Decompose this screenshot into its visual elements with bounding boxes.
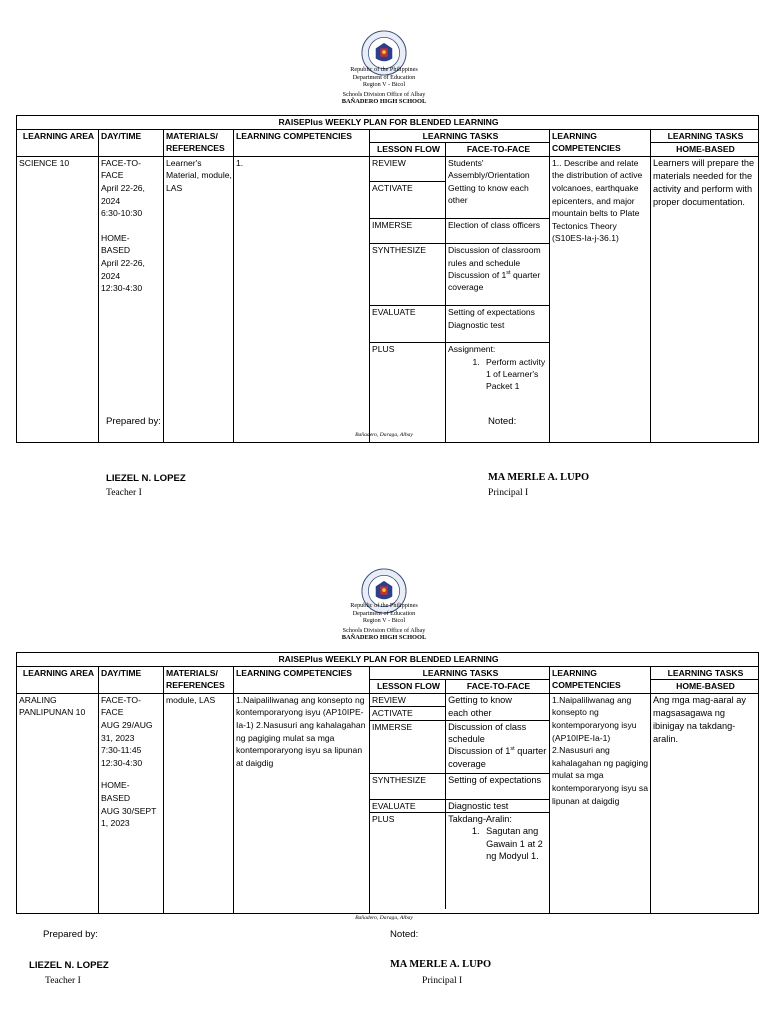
flow-task-line: Setting of expectations: [448, 307, 535, 318]
prepared-by-label: Prepared by:: [106, 416, 161, 427]
department-line: Department of Education: [352, 73, 416, 81]
col-materials: MATERIALS/ REFERENCES: [164, 129, 234, 156]
flow-task: Students' Assembly/Orientation: [446, 157, 550, 182]
footer-location: Bañadero, Daraga, Albay: [355, 915, 413, 921]
assignment-item: 1. Sagutan ang Gawain 1 at 2 ng Modyul 1.: [482, 825, 549, 862]
materials-cell: module, LAS: [164, 693, 234, 913]
col-learning-tasks: LEARNING TASKS: [370, 129, 550, 143]
school-name: BAÑADERO HIGH SCHOOL: [341, 634, 427, 642]
day-time-line: FACE-TO-: [101, 694, 141, 705]
region-line: Region V - Bicol: [362, 81, 406, 89]
col-lesson-flow: LESSON FLOW: [370, 680, 446, 694]
home-based-cell: Learners will prepare the materials needed for the activity and perform with proper documentation.: [651, 156, 759, 442]
assignment-item: 1. Perform activity 1 of Learner's Packet 1: [482, 356, 549, 393]
republic-line: Republic of the Philippines: [350, 66, 418, 73]
flow-task-line: Discussion of class schedule: [448, 721, 527, 744]
day-time-line: 31, 2023: [101, 732, 135, 743]
flow-step: PLUS: [370, 813, 446, 909]
day-time-line: FACE: [101, 170, 124, 181]
flow-task: Getting to know each other: [446, 182, 550, 219]
col-day-time: DAY/TIME: [99, 129, 164, 156]
flow-step: PLUS: [370, 343, 446, 442]
competencies-cell: 1.: [234, 156, 370, 442]
flow-step: SYNTHESIZE: [370, 773, 446, 799]
day-time-line: AUG 30/SEPT: [101, 805, 157, 816]
day-time-cell: [99, 156, 164, 442]
flow-step: REVIEW: [370, 157, 446, 182]
lesson-flow-table: [370, 694, 549, 909]
col-face-to-face: FACE-TO-FACE: [446, 143, 550, 157]
flow-task: Diagnostic test: [446, 799, 549, 812]
materials-cell: Learner's Material, module, LAS: [164, 156, 234, 442]
republic-line: Republic of the Philippines: [350, 602, 418, 609]
flow-task: Getting to know: [446, 694, 549, 707]
col-face-to-face: FACE-TO-FACE: [446, 680, 550, 694]
day-time-line: 1, 2023: [101, 818, 130, 829]
day-time-line: 12:30-4:30: [101, 283, 143, 294]
principal-title: Principal I: [488, 487, 529, 498]
col-learning-tasks: LEARNING TASKS: [370, 666, 550, 680]
flow-task: [446, 720, 549, 773]
principal-title: Principal I: [422, 975, 463, 986]
flow-task-line: Diagnostic test: [448, 319, 505, 330]
col-lesson-flow: LESSON FLOW: [370, 143, 446, 157]
noted-label: Noted:: [488, 416, 517, 427]
day-time-line: FACE: [101, 707, 124, 718]
competencies-right-cell: 1.Naipaliliwanag ang konsepto ng kontemporaryong isyu (AP10IPE-Ia-1) 2.Nasusuri ang kahalagahan ng pagiging mulat sa mga kontemporaryong isyu sa lipunan at daigdig: [550, 693, 651, 913]
flow-task-line: Discussion of 1st quarter coverage: [448, 269, 541, 293]
principal-name: MA MERLE A. LUPO: [390, 959, 492, 970]
flow-task-line: Discussion of classroom rules and schedule: [448, 245, 541, 268]
flow-task: Setting of expectations: [446, 773, 549, 799]
weekly-plan-table: [16, 652, 759, 914]
competencies-cell: 1.Naipaliliwanag ang konsepto ng kontemporaryong isyu (AP10IPE-Ia-1) 2.Nasusuri ang kahalagahan ng pagiging mulat sa mga kontemporaryong isyu sa lipunan at daigdig: [234, 693, 370, 913]
day-time-line: 6:30-10:30: [101, 208, 143, 219]
day-time-line: BASED: [101, 792, 131, 803]
division-line: Schools Division Office of Albay: [342, 626, 426, 634]
flow-step: IMMERSE: [370, 219, 446, 244]
noted-label: Noted:: [390, 929, 419, 940]
flow-step: REVIEW: [370, 694, 446, 707]
flow-step: EVALUATE: [370, 306, 446, 343]
day-time-line: April 22-26,: [101, 257, 145, 268]
division-line: Schools Division Office of Albay: [342, 90, 426, 98]
col-learning-area: LEARNING AREA: [17, 666, 99, 693]
day-time-line: HOME-: [101, 780, 130, 791]
department-line: Department of Education: [352, 609, 416, 617]
weekly-plan-table: [16, 115, 759, 443]
prepared-by-label: Prepared by:: [43, 929, 98, 940]
flow-step: ACTIVATE: [370, 707, 446, 720]
col-day-time: DAY/TIME: [99, 666, 164, 693]
office-header: [0, 602, 768, 642]
day-time-line: 12:30-4:30: [101, 757, 143, 768]
principal-name: MA MERLE A. LUPO: [488, 472, 590, 483]
plan-page-2: [0, 540, 768, 1024]
col-materials: MATERIALS/ REFERENCES: [164, 666, 234, 693]
col-competencies-right: LEARNING COMPETENCIES: [550, 666, 651, 693]
flow-task: [446, 244, 550, 306]
learning-area-cell: ARALING PANLIPUNAN 10: [17, 693, 99, 913]
col-home-based: HOME-BASED: [651, 680, 759, 694]
flow-task: Election of class officers: [446, 219, 550, 244]
flow-step: ACTIVATE: [370, 182, 446, 219]
day-time-line: 2024: [101, 270, 121, 281]
teacher-title: Teacher I: [45, 975, 81, 986]
col-competencies-right: LEARNING COMPETENCIES: [550, 129, 651, 156]
flow-step: SYNTHESIZE: [370, 244, 446, 306]
flow-task-line: Discussion of 1st quarter coverage: [448, 746, 547, 769]
home-based-cell: Ang mga mag-aaral ay magsasagawa ng ibinigay na takdang-aralin.: [651, 693, 759, 913]
region-line: Region V - Bicol: [362, 617, 406, 625]
flow-step: EVALUATE: [370, 799, 446, 812]
footer-location: Bañadero, Daraga, Albay: [355, 432, 413, 438]
day-time-line: April 22-26,: [101, 182, 145, 193]
day-time-line: 2024: [101, 195, 121, 206]
flow-task: [446, 813, 549, 909]
plan-title: RAISEPlus WEEKLY PLAN FOR BLENDED LEARNING: [17, 653, 759, 667]
col-learning-area: LEARNING AREA: [17, 129, 99, 156]
teacher-title: Teacher I: [106, 487, 142, 498]
office-header: [0, 66, 768, 106]
lesson-flow-cell: [370, 693, 550, 913]
school-name: BAÑADERO HIGH SCHOOL: [341, 98, 427, 106]
day-time-cell: [99, 693, 164, 913]
col-tasks-right: LEARNING TASKS: [651, 129, 759, 143]
lesson-flow-table: [370, 157, 549, 442]
flow-task: [446, 306, 550, 343]
assignment-list: [448, 356, 549, 393]
col-home-based: HOME-BASED: [651, 143, 759, 157]
day-time-line: AUG 29/AUG: [101, 719, 153, 730]
day-time-line: HOME-: [101, 232, 130, 243]
col-competencies: LEARNING COMPETENCIES: [234, 666, 370, 693]
flow-task: each other: [446, 707, 549, 720]
plan-title: RAISEPlus WEEKLY PLAN FOR BLENDED LEARNING: [17, 116, 759, 130]
teacher-name: LIEZEL N. LOPEZ: [29, 960, 109, 971]
flow-step: IMMERSE: [370, 720, 446, 773]
teacher-name: LIEZEL N. LOPEZ: [106, 473, 186, 484]
day-time-line: BASED: [101, 245, 131, 256]
assignment-list: [448, 825, 549, 862]
day-time-line: FACE-TO-: [101, 157, 141, 168]
learning-area-cell: SCIENCE 10: [17, 156, 99, 442]
col-competencies: LEARNING COMPETENCIES: [234, 129, 370, 156]
flow-task-line: Takdang-Aralin:: [448, 814, 512, 824]
flow-task-line: Assignment:: [448, 344, 496, 355]
competencies-right-cell: 1.. Describe and relate the distribution of active volcanoes, earthquake epicenters, and major mountain belts to Plate Tectonics Theory (S10ES-Ia-j-36.1): [550, 156, 651, 442]
lesson-flow-cell: [370, 156, 550, 442]
col-tasks-right: LEARNING TASKS: [651, 666, 759, 680]
day-time-line: 7:30-11:45: [101, 745, 142, 756]
